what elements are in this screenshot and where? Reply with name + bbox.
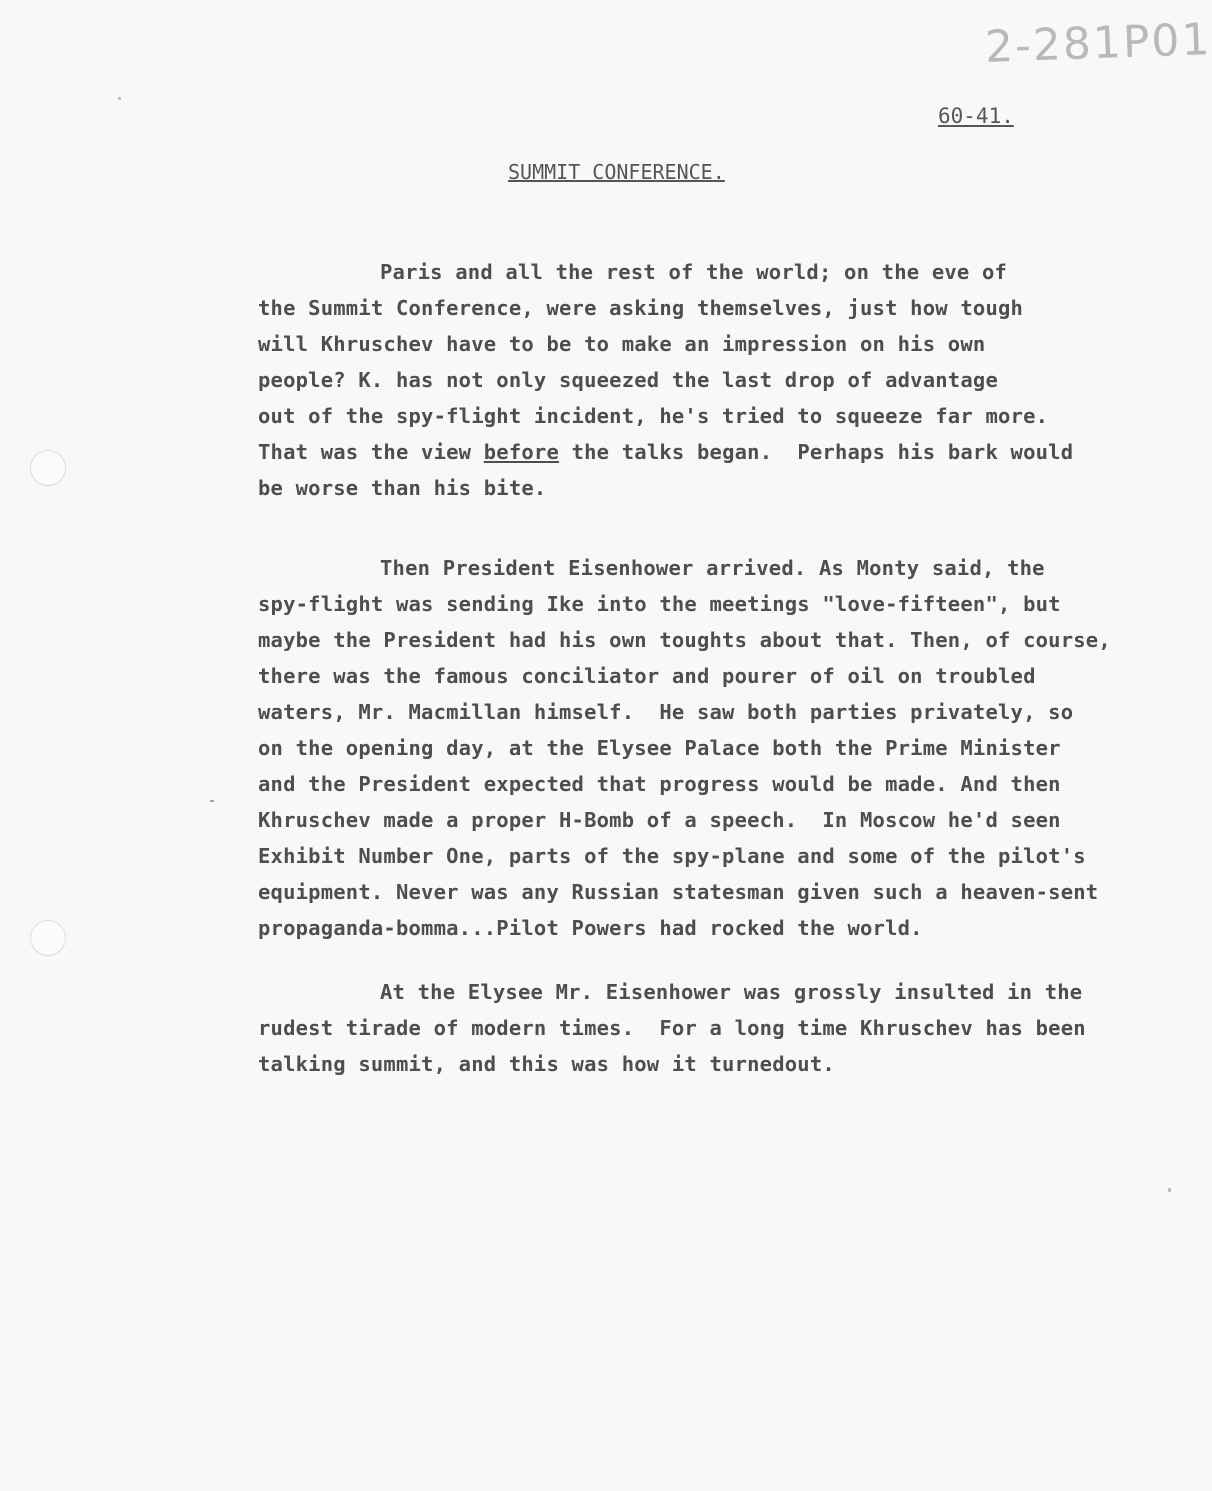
body-line: the Summit Conference, were asking themselves, just how tough (258, 296, 1024, 320)
punch-hole (30, 920, 66, 956)
body-line: talking summit, and this was how it turnedout. (258, 1052, 835, 1076)
body-line: maybe the President had his own toughts about that. Then, of course, (258, 628, 1111, 652)
archive-code: 2-281P01 (984, 14, 1212, 73)
body-line: spy-flight was sending Ike into the meetings "love-fifteen", but (258, 592, 1061, 616)
speck (118, 97, 121, 100)
body-line: waters, Mr. Macmillan himself. He saw both parties privately, so (258, 700, 1074, 724)
body-line: out of the spy-flight incident, he's tried to squeeze far more. (258, 404, 1049, 428)
body-line: people? K. has not only squeezed the last drop of advantage (258, 368, 998, 392)
body-line: there was the famous conciliator and pourer of oil on troubled (258, 664, 1036, 688)
body-line: rudest tirade of modern times. For a long time Khruschev has been (258, 1016, 1086, 1040)
punch-hole (30, 450, 66, 486)
text-segment: the talks began. Perhaps his bark would (559, 440, 1074, 464)
text-segment: That was the view (258, 440, 484, 464)
body-line: Khruschev made a proper H-Bomb of a speech. In Moscow he'd seen (258, 808, 1061, 832)
speck (210, 800, 214, 802)
body-line: At the Elysee Mr. Eisenhower was grossly insulted in the (380, 980, 1083, 1004)
body-line: propaganda-bomma...Pilot Powers had rocked the world. (258, 916, 923, 940)
body-line (258, 440, 1073, 464)
speck (1168, 1188, 1171, 1192)
body-line: equipment. Never was any Russian statesman given such a heaven-sent (258, 880, 1099, 904)
body-line: will Khruschev have to be to make an impression on his own (258, 332, 986, 356)
body-line: on the opening day, at the Elysee Palace both the Prime Minister (258, 736, 1061, 760)
body-line: Then President Eisenhower arrived. As Monty said, the (380, 556, 1045, 580)
underlined-word: before (483, 440, 560, 464)
body-line: Paris and all the rest of the world; on the eve of (380, 260, 1008, 284)
body-line: be worse than his bite. (258, 476, 547, 500)
document-title: SUMMIT CONFERENCE. (508, 160, 725, 184)
page-number: 60-41. (938, 104, 1014, 128)
body-line: Exhibit Number One, parts of the spy-plane and some of the pilot's (258, 844, 1086, 868)
body-line: and the President expected that progress would be made. And then (258, 772, 1061, 796)
